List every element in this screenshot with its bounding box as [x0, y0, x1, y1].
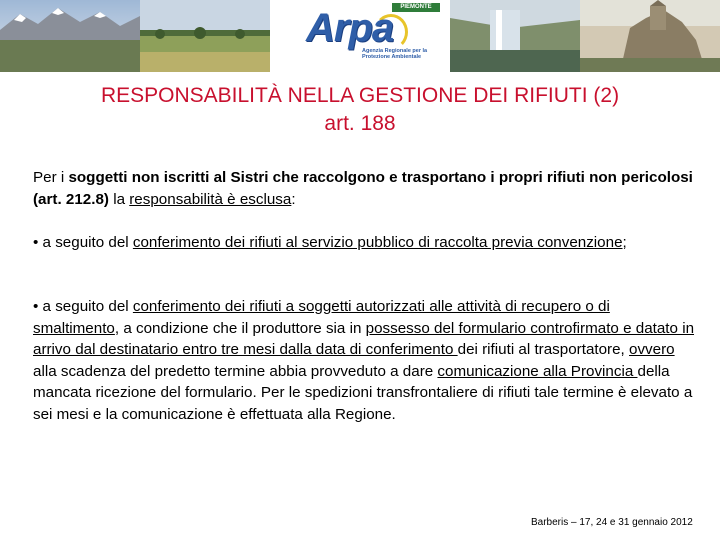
- underlined-text-run: responsabilità è esclusa: [129, 190, 292, 208]
- header-banner: [0, 0, 720, 72]
- bold-text-run: soggetti non iscritti al Sistri che raccolgono e trasportano i propri rifiuti non pericolosi (art. 212.8): [33, 169, 693, 208]
- underlined-text-run: ovvero: [629, 341, 675, 358]
- landscape-photo-right: [450, 0, 720, 72]
- underlined-text-run: possesso del formulario controfirmato e datato in arrivo dal destinatario entro tre mesi dalla data di conferimento: [33, 319, 695, 358]
- text-run: la: [108, 190, 130, 208]
- footer-credit: Barberis – 17, 24 e 31 gennaio 2012: [531, 517, 693, 528]
- text-run: , a condizione che il produttore sia in: [114, 319, 366, 337]
- text-run: dei rifiuti al trasportatore,: [457, 341, 629, 358]
- underlined-text-run: comunicazione alla Provincia: [437, 362, 638, 380]
- bullet-authorized-subjects: [33, 296, 698, 425]
- paragraph-intro: [33, 167, 698, 210]
- bullet-public-service: [33, 232, 698, 254]
- text-run: Per i: [33, 169, 69, 186]
- text-run: • a seguito del: [33, 234, 133, 251]
- underlined-text-run: conferimento dei rifiuti a soggetti autorizzati alle attività di recupero o di smaltimento: [33, 298, 610, 337]
- landscape-photo-left: [0, 0, 270, 72]
- title-line-2: art. 188: [324, 112, 396, 135]
- text-run: :: [291, 190, 296, 208]
- text-run: della mancata ricezione del formulario. Per le spedizioni transfrontaliere di rifiuti tale termine è elevato a sei mesi e la comunicazione è effettuata alla Regione.: [33, 362, 693, 423]
- logo-subtitle: Agenzia Regionale per la Protezione Ambientale: [362, 48, 428, 60]
- text-run: ;: [622, 234, 627, 251]
- text-run: alla scadenza del predetto termine abbia provveduto a dare: [33, 362, 438, 380]
- slide-title: [20, 82, 700, 138]
- underlined-text-run: conferimento dei rifiuti al servizio pubblico di raccolta previa convenzione: [132, 234, 623, 251]
- logo-text: Arpa: [306, 6, 394, 50]
- title-line-1: RESPONSABILITÀ NELLA GESTIONE DEI RIFIUTI (2): [100, 84, 620, 107]
- text-run: • a seguito del: [33, 298, 133, 315]
- arpa-logo: [270, 0, 450, 72]
- logo-badge: PIEMONTE: [392, 3, 440, 12]
